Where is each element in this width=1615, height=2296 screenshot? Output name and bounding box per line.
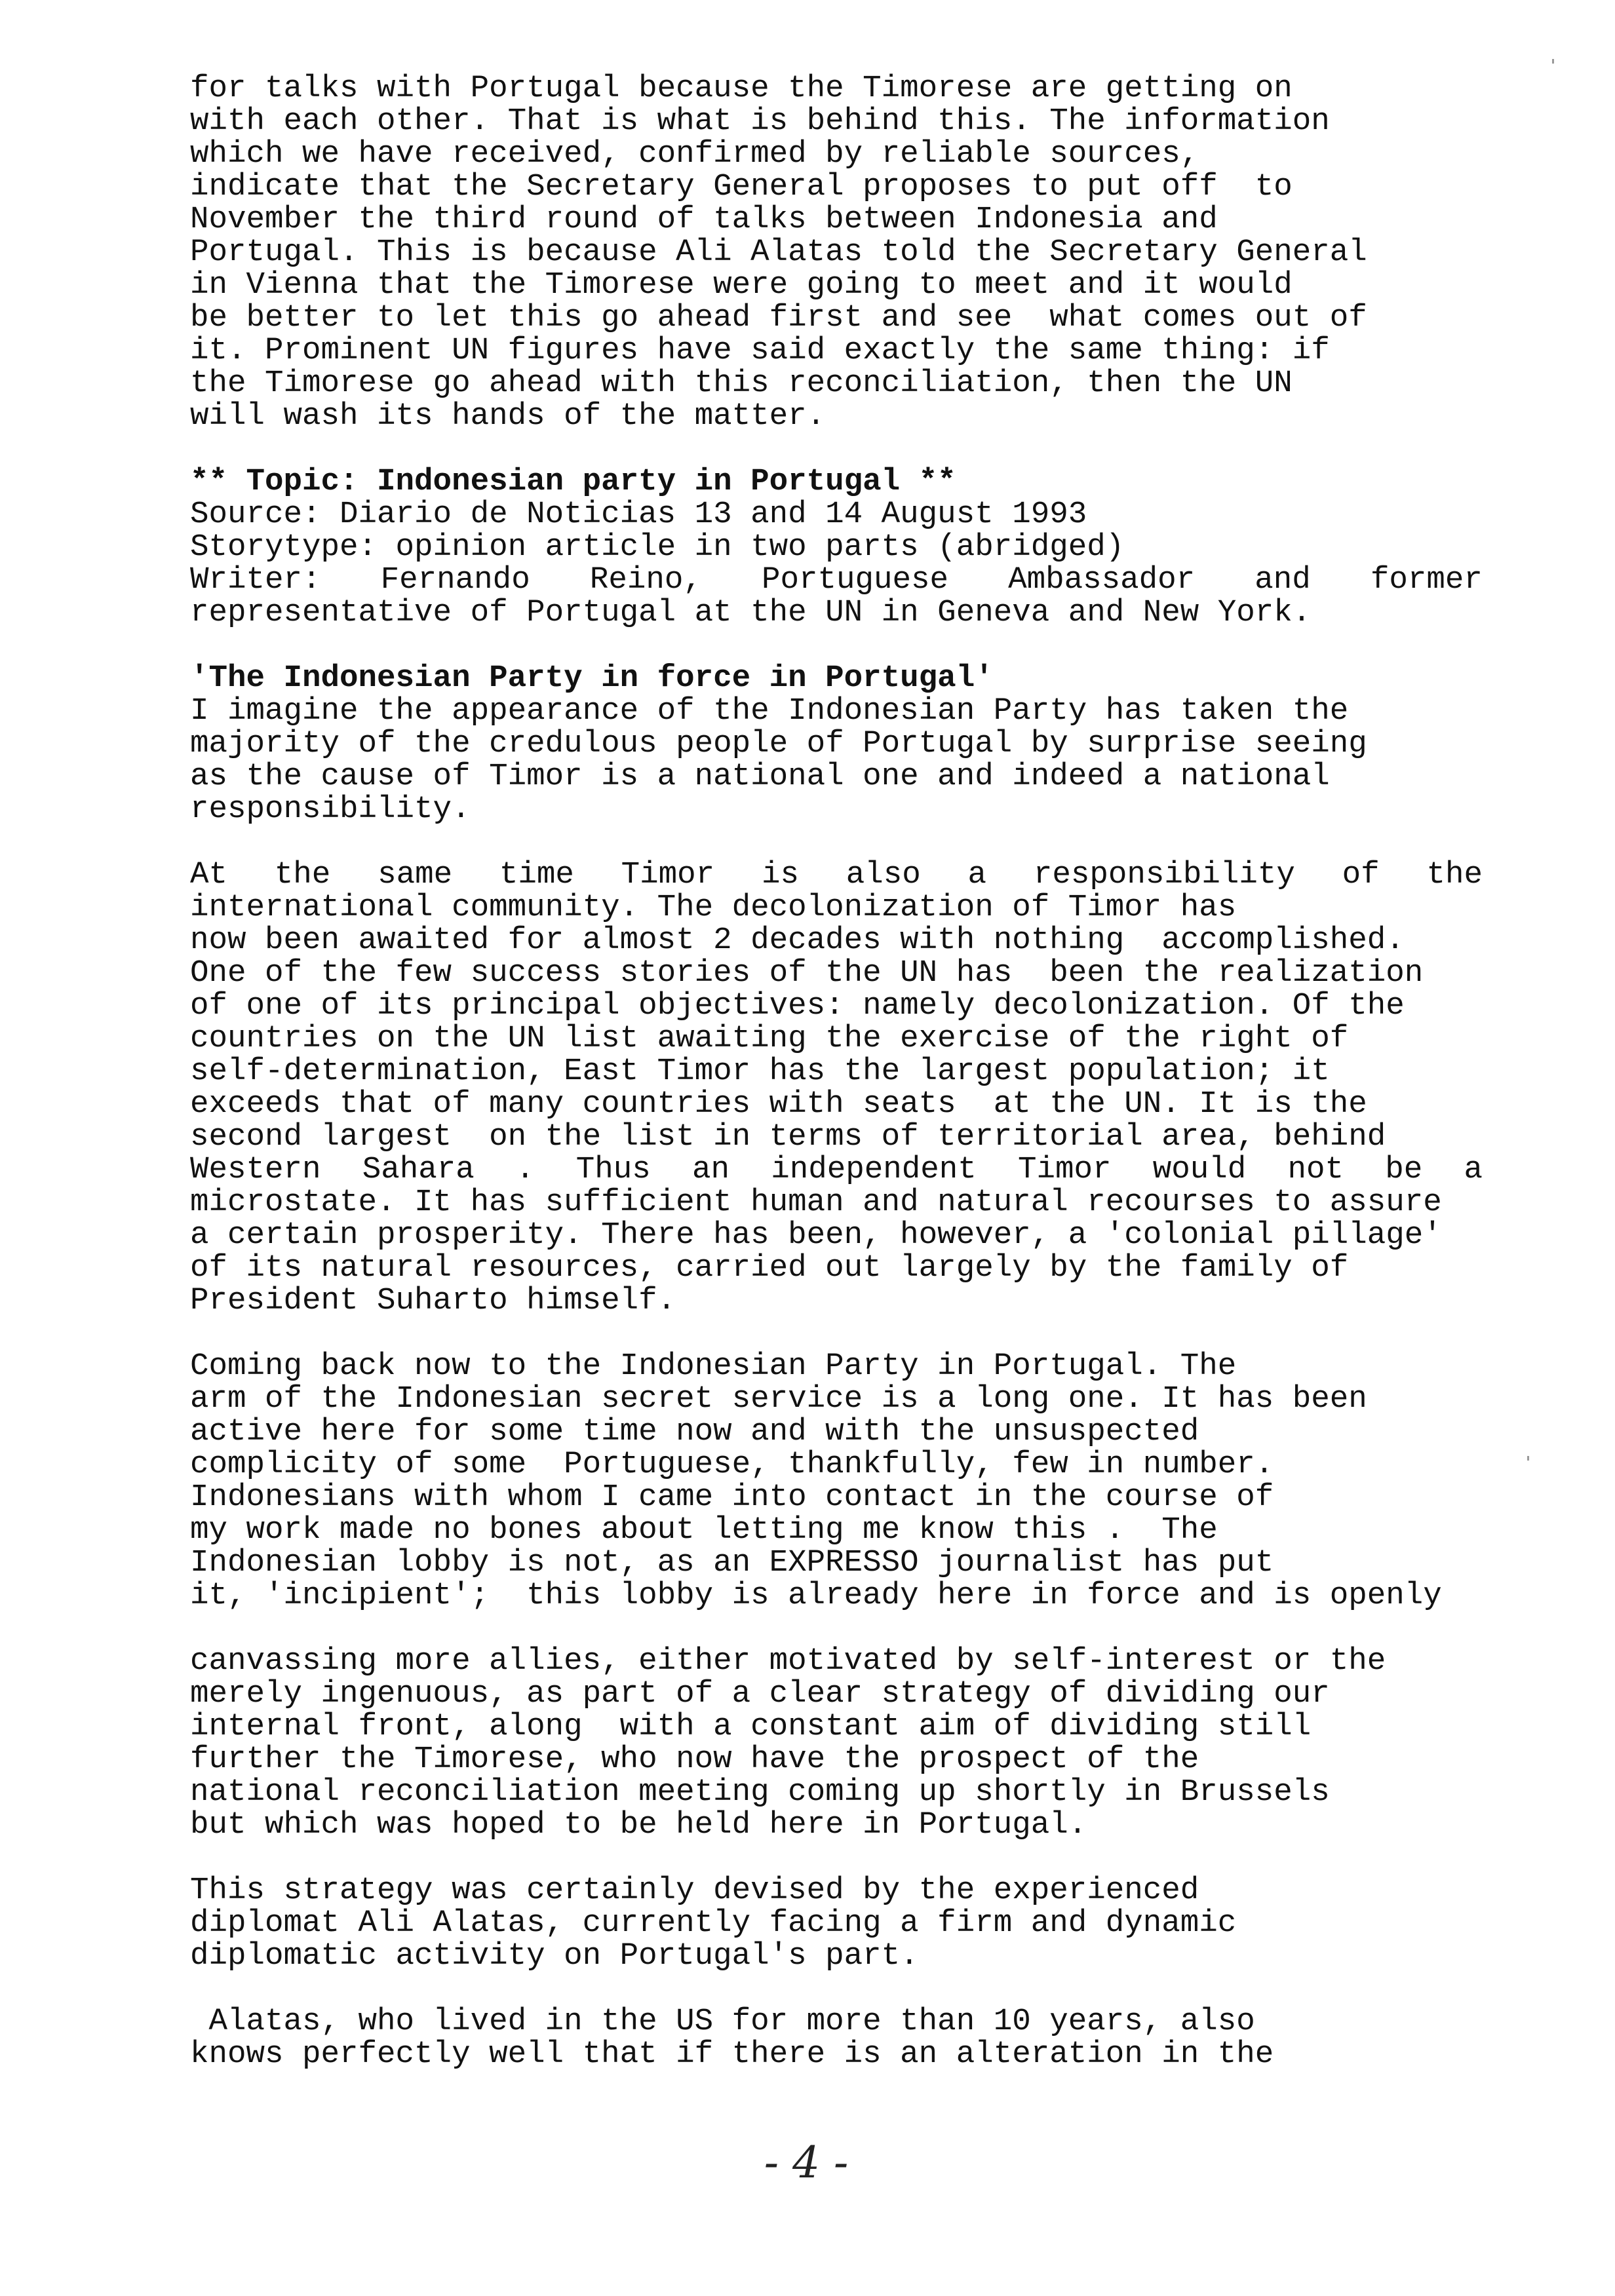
word: Ambassador bbox=[1008, 562, 1196, 598]
text-line: it. Prominent UN figures have said exactly the same thing: if bbox=[190, 333, 1330, 368]
page-number: - 4 - bbox=[764, 2137, 849, 2188]
text-line: national reconciliation meeting coming up shortly in Brussels bbox=[190, 1774, 1330, 1810]
text-line: Indonesians with whom I came into contact in the course of bbox=[190, 1480, 1274, 1515]
word: same bbox=[378, 857, 453, 892]
scan-speck bbox=[1552, 59, 1554, 64]
text-line: ** Topic: Indonesian party in Portugal ** bbox=[190, 464, 956, 499]
word: Thus bbox=[575, 1152, 651, 1187]
word: Portuguese bbox=[761, 562, 948, 598]
text-line-justified bbox=[190, 858, 1483, 891]
text-line: diplomatic activity on Portugal's part. bbox=[190, 1938, 919, 1974]
text-line: second largest on the list in terms of territorial area, behind bbox=[190, 1119, 1386, 1155]
word: would bbox=[1152, 1152, 1247, 1187]
text-line: merely ingenuous, as part of a clear strategy of dividing our bbox=[190, 1676, 1330, 1712]
text-line-justified bbox=[190, 564, 1483, 596]
paragraph-gap bbox=[190, 1972, 1483, 2005]
word: responsibility bbox=[1033, 857, 1295, 892]
text-line: Source: Diario de Noticias 13 and 14 August 1993 bbox=[190, 497, 1087, 532]
text-line-justified bbox=[190, 1153, 1483, 1186]
word: Timor bbox=[1018, 1152, 1112, 1187]
text-line: the Timorese go ahead with this reconciliation, then the UN bbox=[190, 366, 1293, 401]
text-line: complicity of some Portuguese, thankfully, few in number. bbox=[190, 1447, 1274, 1482]
word: the bbox=[1426, 857, 1483, 892]
word: Western bbox=[190, 1152, 321, 1187]
text-line: active here for some time now and with the unsuspected bbox=[190, 1414, 1199, 1449]
text-line: knows perfectly well that if there is an alteration in the bbox=[190, 2037, 1274, 2072]
word: Fernando bbox=[380, 562, 530, 598]
text-line: self-determination, East Timor has the largest population; it bbox=[190, 1054, 1330, 1089]
text-line: One of the few success stories of the UN has been the realization bbox=[190, 955, 1424, 991]
word: also bbox=[846, 857, 921, 892]
scan-speck bbox=[1527, 1456, 1529, 1461]
text-line: responsibility. bbox=[190, 792, 471, 827]
text-line: of its natural resources, carried out largely by the family of bbox=[190, 1250, 1349, 1286]
text-line: it, 'incipient'; this lobby is already here in force and is openly bbox=[190, 1578, 1442, 1613]
text-line: will wash its hands of the matter. bbox=[190, 398, 826, 434]
word: be bbox=[1385, 1152, 1423, 1187]
text-line: Alatas, who lived in the US for more than 10 years, also bbox=[190, 2004, 1255, 2039]
paragraph-gap bbox=[190, 1841, 1483, 1874]
text-line: microstate. It has sufficient human and natural recourses to assure bbox=[190, 1185, 1442, 1220]
text-line: internal front, along with a constant aim of dividing still bbox=[190, 1709, 1312, 1744]
text-line: countries on the UN list awaiting the exercise of the right of bbox=[190, 1021, 1349, 1056]
text-line: canvassing more allies, either motivated by self-interest or the bbox=[190, 1643, 1386, 1679]
word: the bbox=[274, 857, 331, 892]
word: Sahara bbox=[362, 1152, 475, 1187]
word: Reino, bbox=[589, 562, 702, 598]
paragraph-gap bbox=[190, 1317, 1483, 1350]
text-line: which we have received, confirmed by reliable sources, bbox=[190, 136, 1199, 172]
text-line: now been awaited for almost 2 decades with nothing accomplished. bbox=[190, 923, 1405, 958]
text-line: November the third round of talks between Indonesia and bbox=[190, 202, 1218, 237]
word: . bbox=[516, 1152, 535, 1187]
text-line: 'The Indonesian Party in force in Portugal' bbox=[190, 660, 994, 696]
text-line: I imagine the appearance of the Indonesian Party has taken the bbox=[190, 693, 1349, 729]
paragraph-gap bbox=[190, 629, 1483, 662]
text-line: Coming back now to the Indonesian Party in Portugal. The bbox=[190, 1349, 1237, 1384]
text-line: Indonesian lobby is not, as an EXPRESSO journalist has put bbox=[190, 1545, 1274, 1580]
text-line: representative of Portugal at the UN in Geneva and New York. bbox=[190, 595, 1312, 630]
word: and bbox=[1255, 562, 1311, 598]
document-page bbox=[190, 72, 1483, 2071]
text-line: international community. The decolonization of Timor has bbox=[190, 890, 1237, 925]
word: independent bbox=[771, 1152, 977, 1187]
text-line: for talks with Portugal because the Timorese are getting on bbox=[190, 71, 1293, 106]
word: Writer: bbox=[190, 562, 321, 598]
text-line: Portugal. This is because Ali Alatas told the Secretary General bbox=[190, 235, 1367, 270]
text-line: This strategy was certainly devised by the experienced bbox=[190, 1873, 1199, 1908]
word: not bbox=[1287, 1152, 1344, 1187]
text-line: majority of the credulous people of Portugal by surprise seeing bbox=[190, 726, 1367, 761]
text-line: as the cause of Timor is a national one and indeed a national bbox=[190, 759, 1330, 794]
text-line: be better to let this go ahead first and see what comes out of bbox=[190, 300, 1367, 335]
word: an bbox=[692, 1152, 730, 1187]
paragraph-gap bbox=[190, 432, 1483, 465]
paragraph-gap bbox=[190, 826, 1483, 858]
word: of bbox=[1342, 857, 1380, 892]
text-line: further the Timorese, who now have the prospect of the bbox=[190, 1742, 1199, 1777]
text-line: indicate that the Secretary General proposes to put off to bbox=[190, 169, 1293, 204]
text-line: my work made no bones about letting me know this . The bbox=[190, 1512, 1218, 1548]
word: former bbox=[1370, 562, 1483, 598]
word: a bbox=[967, 857, 987, 892]
word: time bbox=[499, 857, 574, 892]
word: is bbox=[761, 857, 799, 892]
text-line: President Suharto himself. bbox=[190, 1283, 676, 1318]
text-line: exceeds that of many countries with seats at the UN. It is the bbox=[190, 1086, 1367, 1122]
text-line: a certain prosperity. There has been, however, a 'colonial pillage' bbox=[190, 1217, 1442, 1253]
text-line: in Vienna that the Timorese were going to meet and it would bbox=[190, 267, 1293, 303]
text-line: Storytype: opinion article in two parts (abridged) bbox=[190, 529, 1125, 565]
text-line: but which was hoped to be held here in Portugal. bbox=[190, 1807, 1087, 1843]
text-line: of one of its principal objectives: namely decolonization. Of the bbox=[190, 988, 1405, 1024]
word: a bbox=[1464, 1152, 1483, 1187]
text-line: diplomat Ali Alatas, currently facing a firm and dynamic bbox=[190, 1905, 1237, 1941]
word: At bbox=[190, 857, 228, 892]
text-line: arm of the Indonesian secret service is a long one. It has been bbox=[190, 1381, 1367, 1417]
word: Timor bbox=[621, 857, 715, 892]
paragraph-gap bbox=[190, 1612, 1483, 1645]
text-line: with each other. That is what is behind this. The information bbox=[190, 104, 1330, 139]
